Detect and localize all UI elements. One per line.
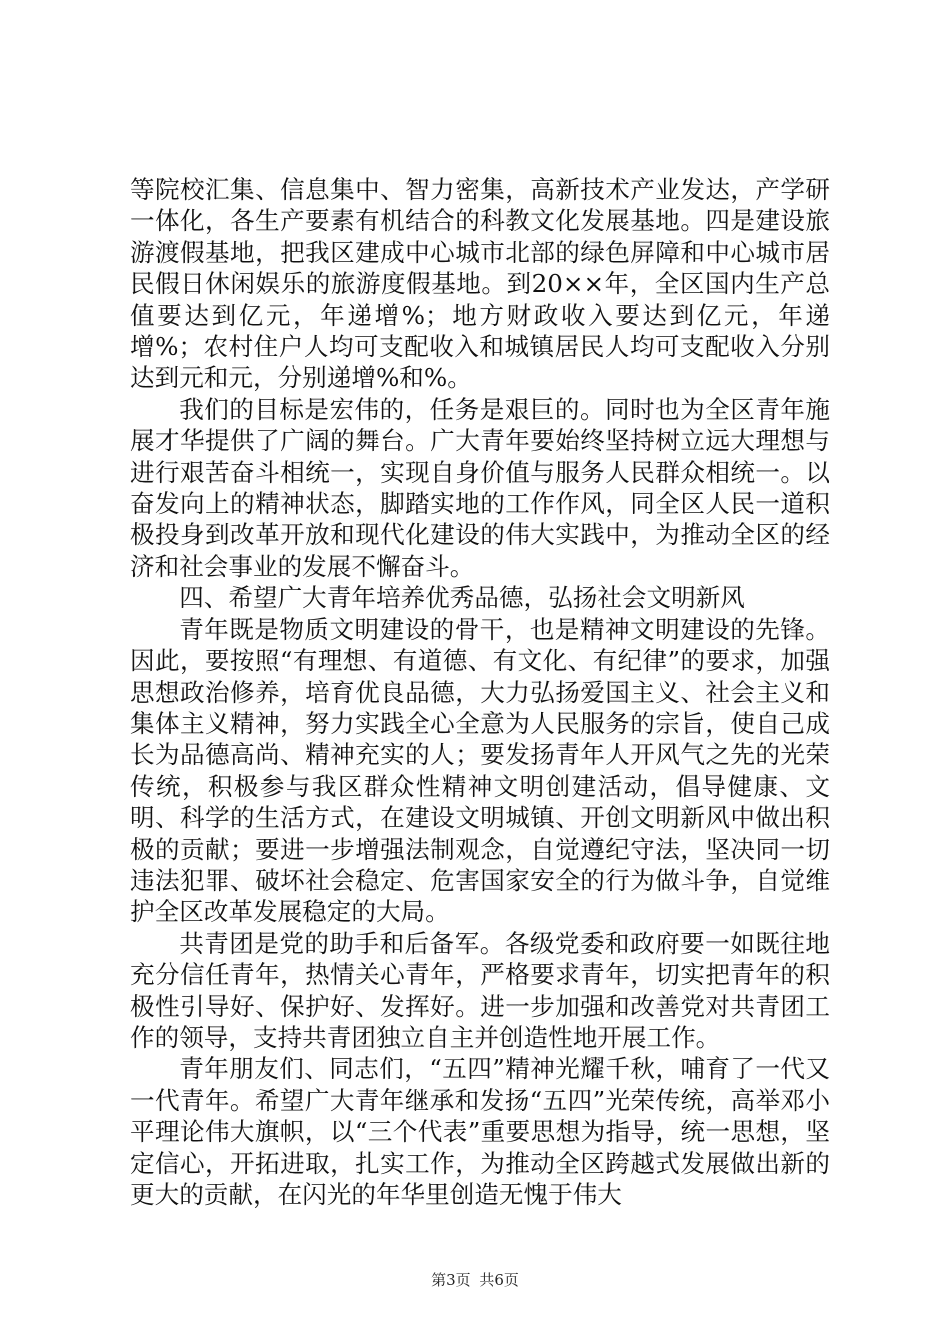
paragraph-continued: 等院校汇集、信息集中、智力密集，高新技术产业发达，产学研一体化，各生产要素有机结合的科教文化发展基地。四是建设旅游渡假基地，把我区建成中心城市北部的绿色屏障和中心城市居民假日休闲娱乐的旅游度假基地。到20××年，全区国内生产总值要达到亿元，年递增%；地方财政收入要达到亿元，年递增%；农村住户人均可支配收入和城镇居民人均可支配收入分别达到元和元，分别递增%和%。 — [130, 175, 830, 393]
paragraph: 共青团是党的助手和后备军。各级党委和政府要一如既往地充分信任青年，热情关心青年，严格要求青年，切实把青年的积极性引导好、保护好、发挥好。进一步加强和改善党对共青团工作的领导，支持共青团独立自主并创造性地开展工作。 — [130, 928, 830, 1052]
section-heading: 四、希望广大青年培养优秀品德，弘扬社会文明新风 — [179, 583, 745, 613]
paragraph: 我们的目标是宏伟的，任务是艰巨的。同时也为全区青年施展才华提供了广阔的舞台。广大青年要始终坚持树立远大理想与进行艰苦奋斗相统一，实现自身价值与服务人民群众相统一。以奋发向上的精神状态，脚踏实地的工作作风，同全区人民一道积极投身到改革开放和现代化建设的伟大实践中，为推动全区的经济和社会事业的发展不懈奋斗。 — [130, 394, 830, 581]
page-footer — [0, 1269, 950, 1290]
document-body — [130, 174, 830, 1210]
page-total: 共6页 — [479, 1271, 519, 1289]
paragraph: 青年朋友们、同志们，“五四”精神光耀千秋，哺育了一代又一代青年。希望广大青年继承和发扬“五四”光荣传统，高举邓小平理论伟大旗帜，以“三个代表”重要思想为指导，统一思想，坚定信心，开拓进取，扎实工作，为推动全区跨越式发展做出新的更大的贡献，在闪光的年华里创造无愧于伟大 — [130, 1054, 830, 1209]
page-number: 第3页 — [431, 1271, 471, 1289]
paragraph: 青年既是物质文明建设的骨干，也是精神文明建设的先锋。因此，要按照“有理想、有道德、有文化、有纪律”的要求，加强思想政治修养，培育优良品德，大力弘扬爱国主义、社会主义和集体主义精神，努力实践全心全意为人民服务的宗旨，使自己成长为品德高尚、精神充实的人；要发扬青年人开风气之先的光荣传统，积极参与我区群众性精神文明创建活动，倡导健康、文明、科学的生活方式，在建设文明城镇、开创文明新风中做出积极的贡献；要进一步增强法制观念，自觉遵纪守法，坚决同一切违法犯罪、破坏社会稳定、危害国家安全的行为做斗争，自觉维护全区改革发展稳定的大局。 — [130, 614, 830, 927]
